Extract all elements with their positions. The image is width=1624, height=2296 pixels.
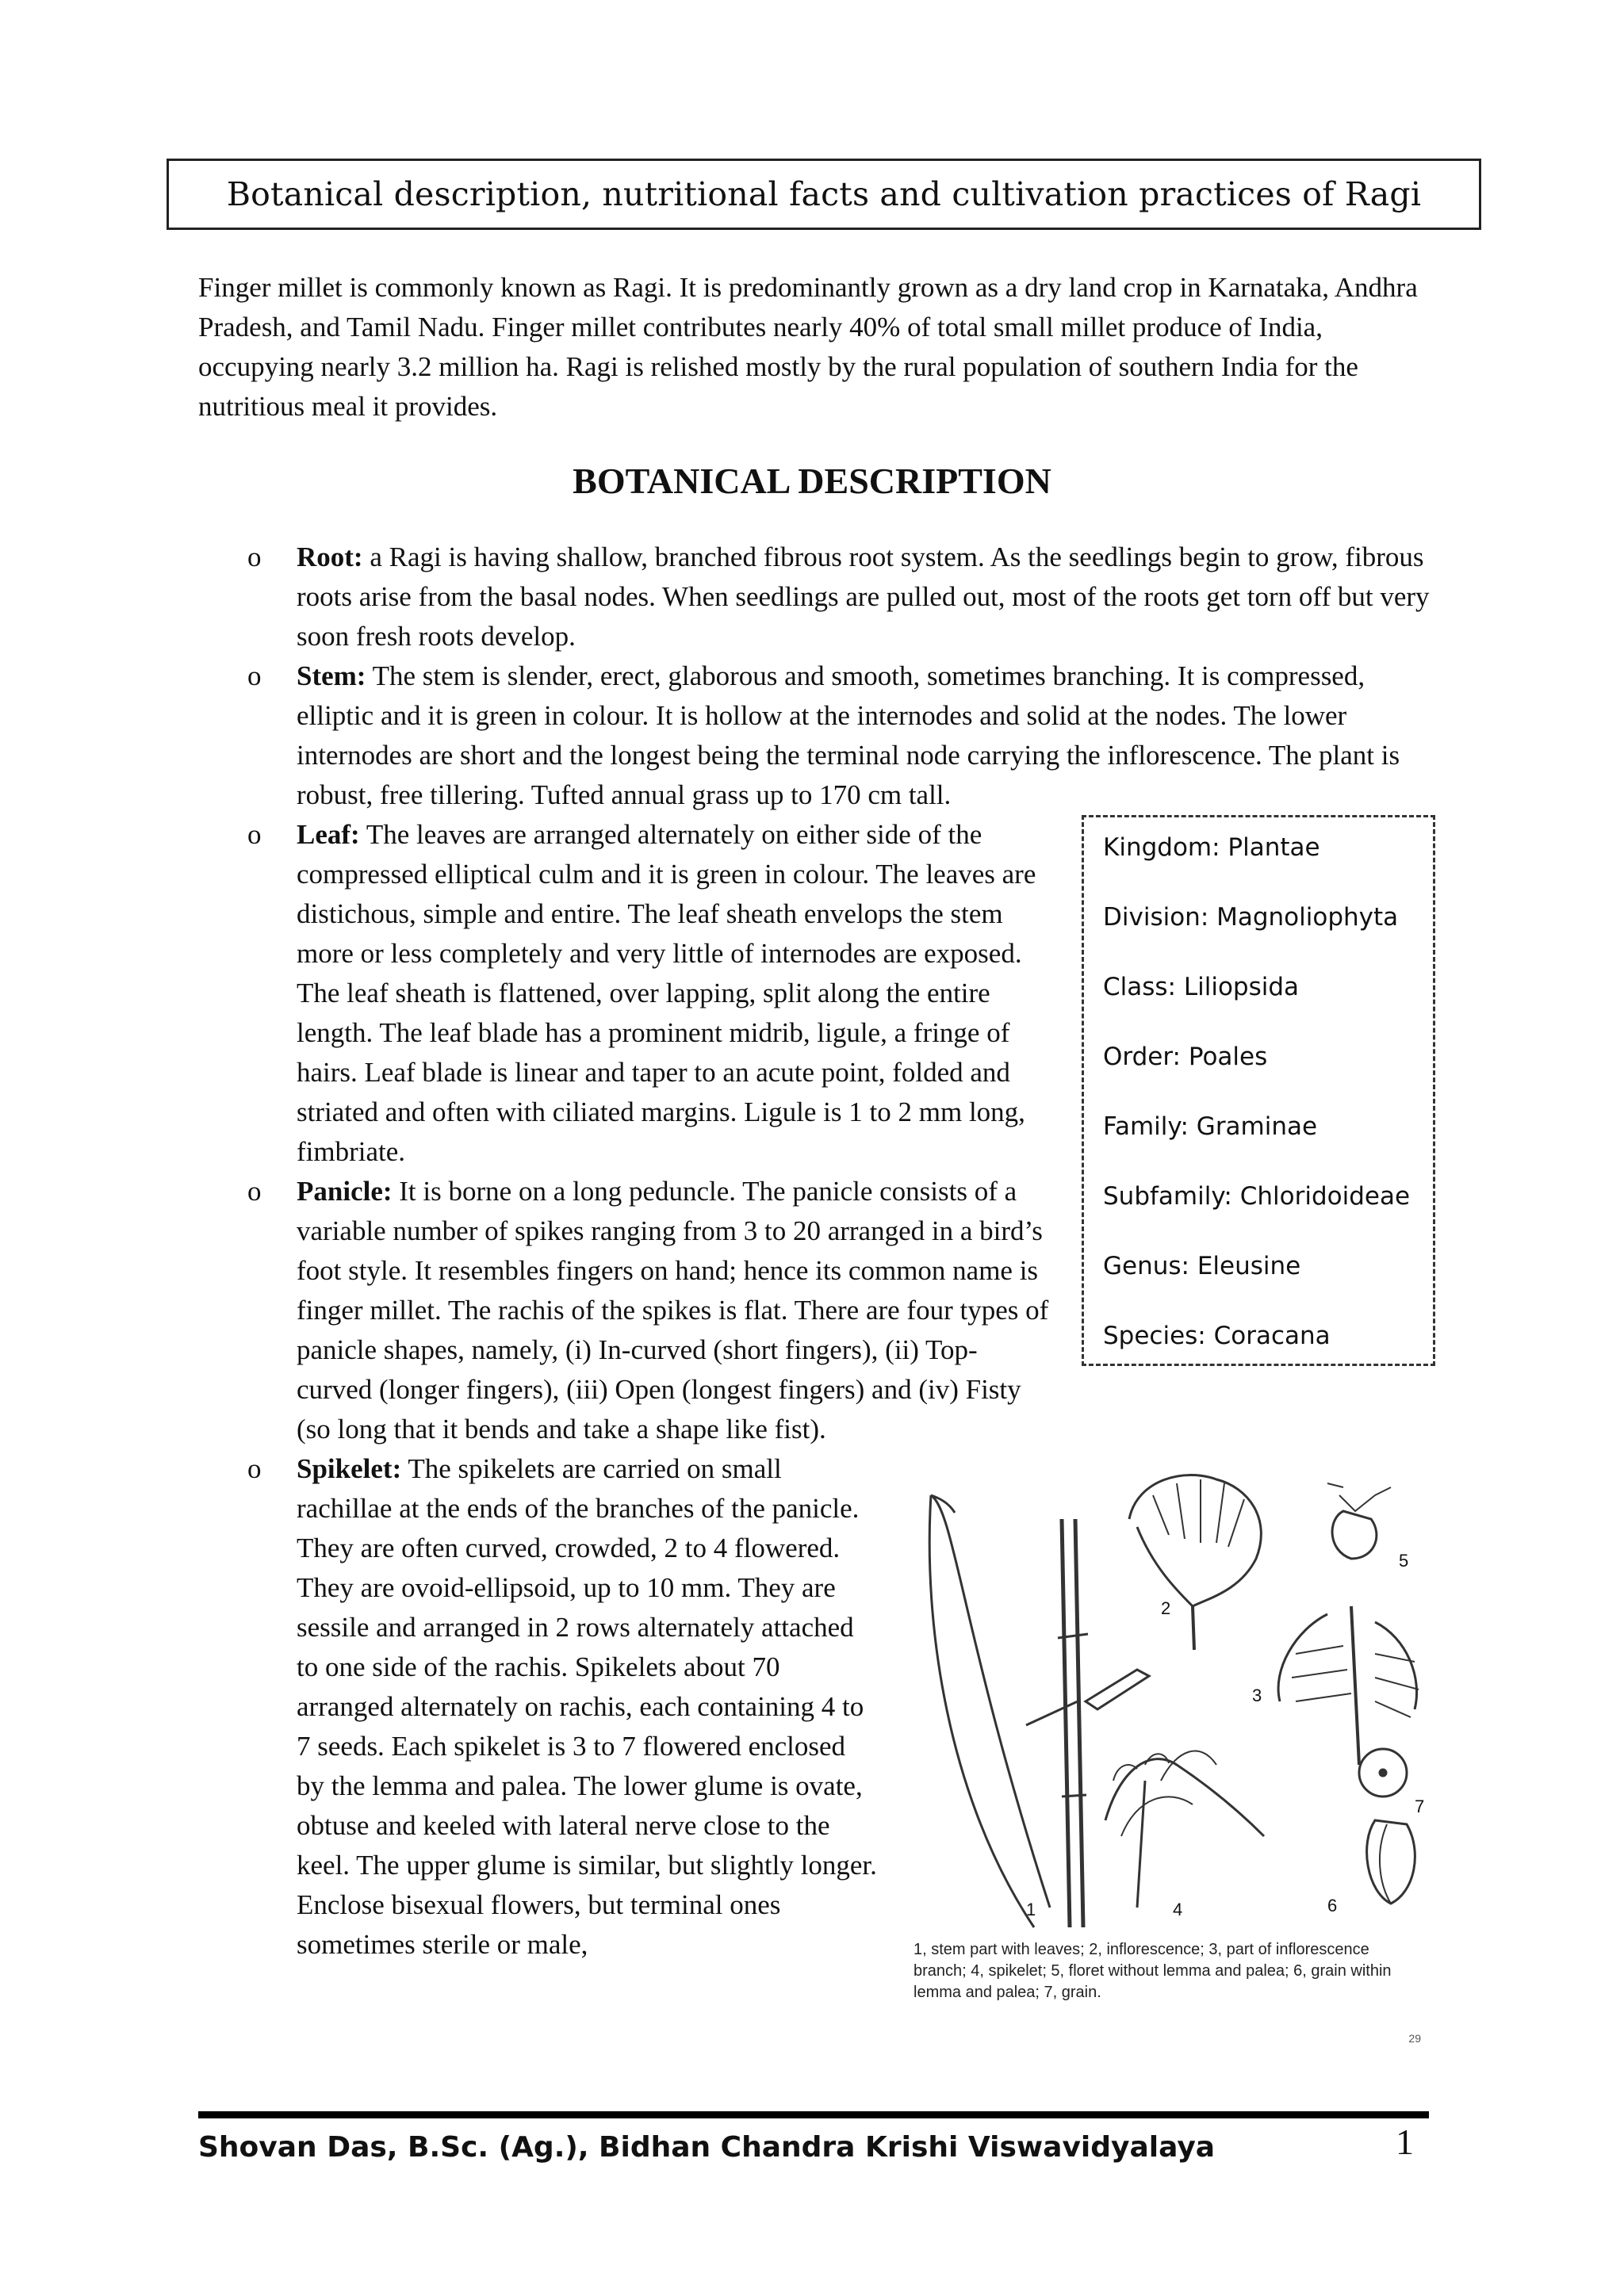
intro-paragraph: Finger millet is commonly known as Ragi. It is predominantly grown as a dry land crop in Karnataka, Andhra Pradesh, and Tamil Nadu. Finger millet contributes nearly 40% of total small millet produce of India, occupying nearly 3.2 million ha. Ragi is relished mostly by the rural population of southern India for the nutritious meal it provides. <box>198 272 1418 422</box>
figure-label-7: 7 <box>1415 1797 1425 1816</box>
list-item-stem <box>198 656 1435 815</box>
figure-label-1: 1 <box>1026 1900 1036 1919</box>
list-item-panicle <box>198 1172 1435 1449</box>
list-term: Panicle: <box>297 1176 393 1207</box>
taxonomy-order: Order: Poales <box>1103 1043 1268 1071</box>
list-text: a Ragi is having shallow, branched fibrous root system. As the seedlings begin to grow, fibrous roots arise from the basal nodes. When seedlings are pulled out, most of the roots get torn off but very soon fresh roots develop. <box>297 541 1430 652</box>
figure-label-3: 3 <box>1252 1686 1262 1705</box>
list-term: Spikelet: <box>297 1453 402 1484</box>
botanical-figure <box>899 1464 1435 2045</box>
list-text: The spikelets are carried on small rachillae at the ends of the branches of the panicle. They are often curved, crowded, 2 to 4 flowered. They are ovoid-ellipsoid, up to 10 mm. They are sessile and arranged in 2 rows alternately attached to one side of the rachis. Spikelets about 70 arranged alternately on rachis, each containing 4 to 7 seeds. Each spikelet is 3 to 7 flowered enclosed by the lemma and palea. The lower glume is ovate, obtuse and keeled with lateral nerve close to the keel. The upper glume is similar, but slightly longer. Enclose bisexual flowers, but terminal ones sometimes sterile or male, <box>297 1453 877 1960</box>
taxonomy-family: Family: Graminae <box>1103 1112 1318 1141</box>
figure-page-mark: 29 <box>1408 2032 1421 2045</box>
list-text: The leaves are arranged alternately on either side of the compressed elliptical culm and it is green in colour. The leaves are distichous, simple and entire. The leaf sheath envelops the stem more or less completely and very little of internodes are exposed. The leaf sheath is flattened, over lapping, split along the entire length. The leaf blade has a prominent midrib, ligule, a fringe of hairs. Leaf blade is linear and taper to an acute point, folded and striated and often with ciliated margins. Ligule is 1 to 2 mm long, fimbriate. <box>297 819 1036 1167</box>
section-heading: BOTANICAL DESCRIPTION <box>573 461 1051 501</box>
taxonomy-genus: Genus: Eleusine <box>1103 1252 1301 1280</box>
figure-label-5: 5 <box>1399 1551 1409 1571</box>
document-title: Botanical description, nutritional facts and cultivation practices of Ragi <box>226 175 1422 213</box>
list-item-root <box>198 538 1435 656</box>
list-text: It is borne on a long peduncle. The panicle consists of a variable number of spikes ranging from 3 to 20 arranged in a bird’s foot style. It resembles fingers on hand; hence its common name is finger millet. The rachis of the spikes is flat. There are four types of panicle shapes, namely, (i) In-curved (short fingers), (ii) Top-curved (longer fingers), (iii) Open (longest fingers) and (iv) Fisty (so long that it bends and take a shape like fist). <box>297 1176 1049 1445</box>
bullet-marker: o <box>247 541 262 572</box>
figure-label-6: 6 <box>1327 1896 1338 1915</box>
bullet-marker: o <box>247 660 262 691</box>
taxonomy-kingdom: Kingdom: Plantae <box>1103 833 1320 862</box>
figure-caption: 1, stem part with leaves; 2, inflorescence; 3, part of inflorescence branch; 4, spikelet; 5, floret without lemma and palea; 6, grain within lemma and palea; 7, grain. <box>914 1941 1392 2001</box>
list-term: Root: <box>297 541 363 572</box>
page-number: 1 <box>1396 2122 1414 2162</box>
list-term: Stem: <box>297 660 366 691</box>
leaf-blade-outline <box>929 1495 1034 1927</box>
figure-label-2: 2 <box>1161 1598 1171 1618</box>
footer-author: Shovan Das, B.Sc. (Ag.), Bidhan Chandra Krishi Viswavidyalaya <box>198 2131 1216 2164</box>
figure-label-4: 4 <box>1173 1900 1183 1919</box>
bullet-marker: o <box>247 1176 262 1207</box>
list-term: Leaf: <box>297 819 360 850</box>
taxonomy-division: Division: Magnoliophyta <box>1103 903 1399 932</box>
botanical-list <box>198 538 1435 2045</box>
taxonomy-subfamily: Subfamily: Chloridoideae <box>1103 1182 1411 1211</box>
title-box <box>167 159 1481 230</box>
footer-rule <box>198 2111 1429 2118</box>
list-text: The stem is slender, erect, glaborous and smooth, sometimes branching. It is compressed, elliptic and it is green in colour. It is hollow at the internodes and solid at the nodes. The lower internodes are short and the longest being the terminal node carrying the inflorescence. The plant is robust, free tillering. Tufted annual grass up to 170 cm tall. <box>297 660 1400 810</box>
bullet-marker: o <box>247 819 262 850</box>
taxonomy-class: Class: Liliopsida <box>1103 973 1300 1001</box>
finger-millet-illustration <box>899 1464 1435 1939</box>
taxonomy-species: Species: Coracana <box>1103 1322 1331 1350</box>
list-item-spikelet <box>198 1449 1435 2045</box>
bullet-marker: o <box>247 1453 262 1484</box>
